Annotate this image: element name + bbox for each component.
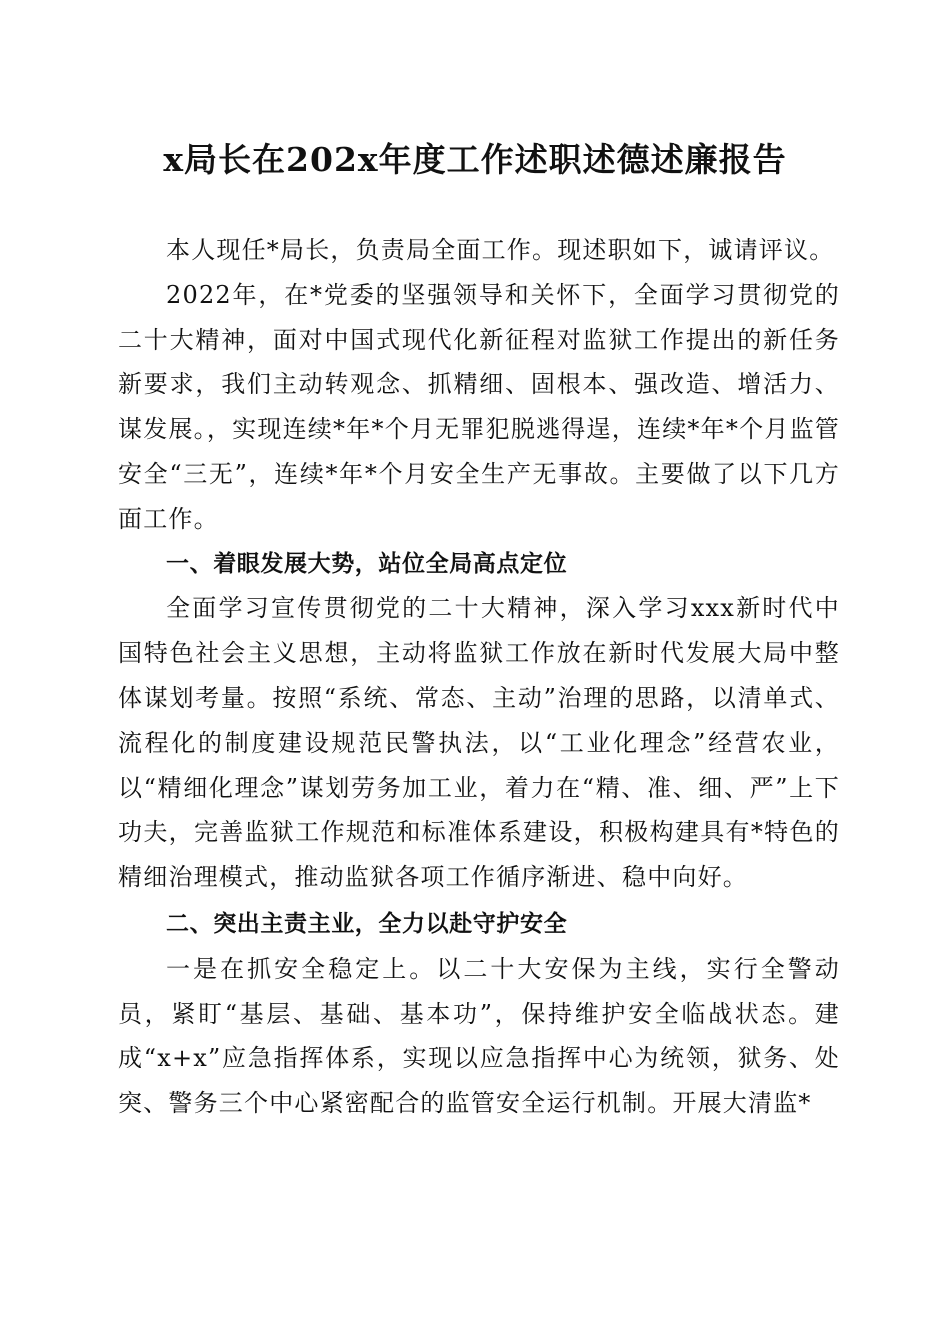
section-heading-2: 二、突出主责主业，全力以赴守护安全: [166, 910, 568, 937]
intro-paragraph: 本人现任*局长，负责局全面工作。现述职如下，诚请评议。: [166, 236, 835, 264]
section-text-2: 一是在抓安全稳定上。以二十大安保为主线，实行全警动员，紧盯“基层、基础、基本功”，保持维护安全临战状态。建成“x+x”应急指挥体系，实现以应急指挥中心为统领，狱务、处突、警务三个中心紧密配合的监管安全运行机制。开展大清监*: [118, 954, 840, 1118]
document-body: [118, 228, 840, 1126]
overview-paragraph: 2022年，在*党委的坚强领导和关怀下，全面学习贯彻党的二十大精神，面对中国式现代化新征程对监狱工作提出的新任务新要求，我们主动转观念、抓精细、固根本、强改造、增活力、谋发展。，实现连续*年*个月无罪犯脱逃得逞，连续*年*个月监管安全“三无”，连续*年*个月安全生产无事故。主要做了以下几方面工作。: [118, 280, 840, 533]
section-text-1: 全面学习宣传贯彻党的二十大精神，深入学习xxx新时代中国特色社会主义思想，主动将监狱工作放在新时代发展大局中整体谋划考量。按照“系统、常态、主动”治理的思路，以清单式、流程化的制度建设规范民警执法，以“工业化理念”经营农业，以“精细化理念”谋划劳务加工业，着力在“精、准、细、严”上下功夫，完善监狱工作规范和标准体系建设，积极构建具有*特色的精细治理模式，推动监狱各项工作循序渐进、稳中向好。: [118, 594, 840, 892]
section-heading-1: 一、着眼发展大势，站位全局高点定位: [166, 550, 568, 577]
document-title: x局长在202x年度工作述职述德述廉报告: [163, 140, 787, 179]
